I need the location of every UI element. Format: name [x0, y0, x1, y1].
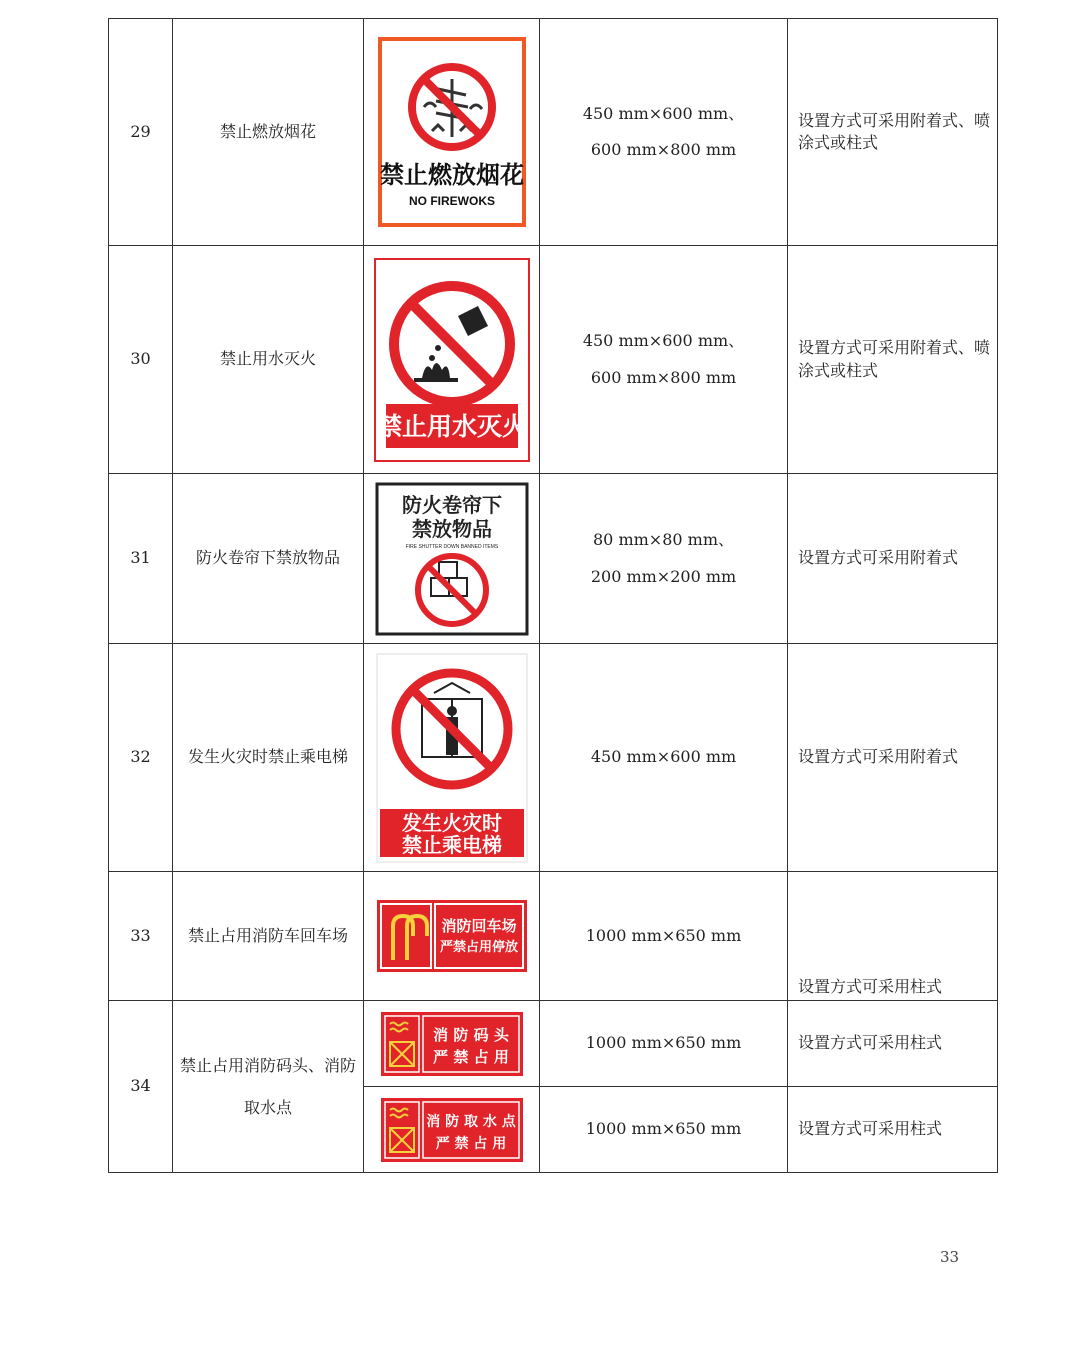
sign-caption-cn-2: 禁放物品	[411, 516, 492, 541]
no-items-under-shutter-icon	[375, 482, 529, 636]
size-cell	[540, 872, 788, 1001]
table-row-29	[109, 19, 998, 246]
no-fireworks-icon	[378, 37, 526, 227]
size-cell	[540, 474, 788, 644]
sign-caption-cn-1: 消 防 取 水 点	[425, 1113, 516, 1130]
fire-truck-turnaround-icon	[377, 900, 527, 972]
sign-image-cell	[364, 872, 540, 1001]
sign-caption-cn-2: 严 禁 占 用	[435, 1135, 506, 1152]
setup-note: 设置方式可采用柱式	[788, 872, 998, 1001]
size-value: 80 mm×80 mm、	[593, 530, 734, 550]
table-row-31	[109, 474, 998, 644]
sign-caption-cn-2: 严禁占用停放	[439, 940, 518, 955]
fire-dock-icon	[381, 1012, 523, 1076]
setup-note: 设置方式可采用柱式	[788, 1087, 998, 1173]
fire-signs-table	[108, 18, 998, 1173]
setup-note: 设置方式可采用附着式、喷涂式或柱式	[788, 246, 998, 474]
sign-caption-cn-1: 消防回车场	[440, 917, 517, 935]
size-cell	[540, 246, 788, 474]
size-value: 600 mm×800 mm	[590, 140, 737, 159]
size-value: 600 mm×800 mm	[590, 367, 737, 387]
setup-note: 设置方式可采用附着式	[788, 644, 998, 872]
size-value: 1000 mm×650 mm	[585, 1033, 742, 1053]
sign-name: 防火卷帘下禁放物品	[173, 474, 364, 644]
sign-name: 禁止用水灭火	[173, 246, 364, 474]
setup-note: 设置方式可采用柱式	[788, 1001, 998, 1087]
size-value: 450 mm×600 mm、	[582, 331, 745, 351]
sign-caption-cn-1: 防火卷帘下	[401, 492, 502, 517]
sign-image-cell	[364, 246, 540, 474]
row-number: 34	[109, 1001, 173, 1173]
size-value: 1000 mm×650 mm	[585, 925, 742, 945]
sign-name: 发生火灾时禁止乘电梯	[173, 644, 364, 872]
sign-image-cell	[364, 1087, 540, 1173]
table-row-32	[109, 644, 998, 872]
sign-image-cell	[364, 1001, 540, 1087]
sign-image-cell	[364, 19, 540, 246]
sign-image-cell	[364, 474, 540, 644]
no-water-extinguish-icon	[374, 258, 530, 462]
sign-caption-cn-1: 发生火灾时	[401, 810, 502, 835]
size-value: 200 mm×200 mm	[590, 566, 737, 586]
sign-image-cell	[364, 644, 540, 872]
sign-caption-cn: 禁止用水灭火	[376, 411, 527, 441]
row-number: 30	[109, 246, 173, 474]
table-row-33	[109, 872, 998, 1001]
size-cell	[540, 1087, 788, 1173]
size-cell	[540, 1001, 788, 1087]
table-row-30	[109, 246, 998, 474]
sign-caption-cn-2: 严 禁 占 用	[432, 1047, 509, 1066]
sign-name: 禁止占用消防车回车场	[173, 872, 364, 1001]
row-number: 31	[109, 474, 173, 644]
sign-caption-cn-2: 禁止乘电梯	[401, 832, 502, 857]
size-cell	[540, 19, 788, 246]
setup-note: 设置方式可采用附着式	[788, 474, 998, 644]
sign-caption-en: FIRE SHUTTER DOWN BANNED ITEMS	[405, 543, 498, 550]
sign-name: 禁止占用消防码头、消防取水点	[173, 1001, 364, 1173]
row-number: 29	[109, 19, 173, 246]
row-number: 32	[109, 644, 173, 872]
setup-note: 设置方式可采用附着式、喷涂式或柱式	[788, 19, 998, 246]
table-row-34	[109, 1001, 998, 1087]
sign-caption-cn: 禁止燃放烟花	[379, 161, 524, 189]
fire-water-intake-icon	[381, 1098, 523, 1162]
size-value: 1000 mm×650 mm	[585, 1119, 742, 1139]
size-value: 450 mm×600 mm、	[582, 103, 745, 123]
sign-name: 禁止燃放烟花	[173, 19, 364, 246]
no-elevator-icon	[376, 653, 528, 863]
size-cell	[540, 644, 788, 872]
sign-caption-cn-1: 消 防 码 头	[432, 1025, 509, 1044]
sign-caption-en: NO FIREWOKS	[408, 194, 495, 208]
row-number: 33	[109, 872, 173, 1001]
size-value: 450 mm×600 mm	[590, 747, 737, 767]
page-number: 33	[940, 1248, 960, 1266]
